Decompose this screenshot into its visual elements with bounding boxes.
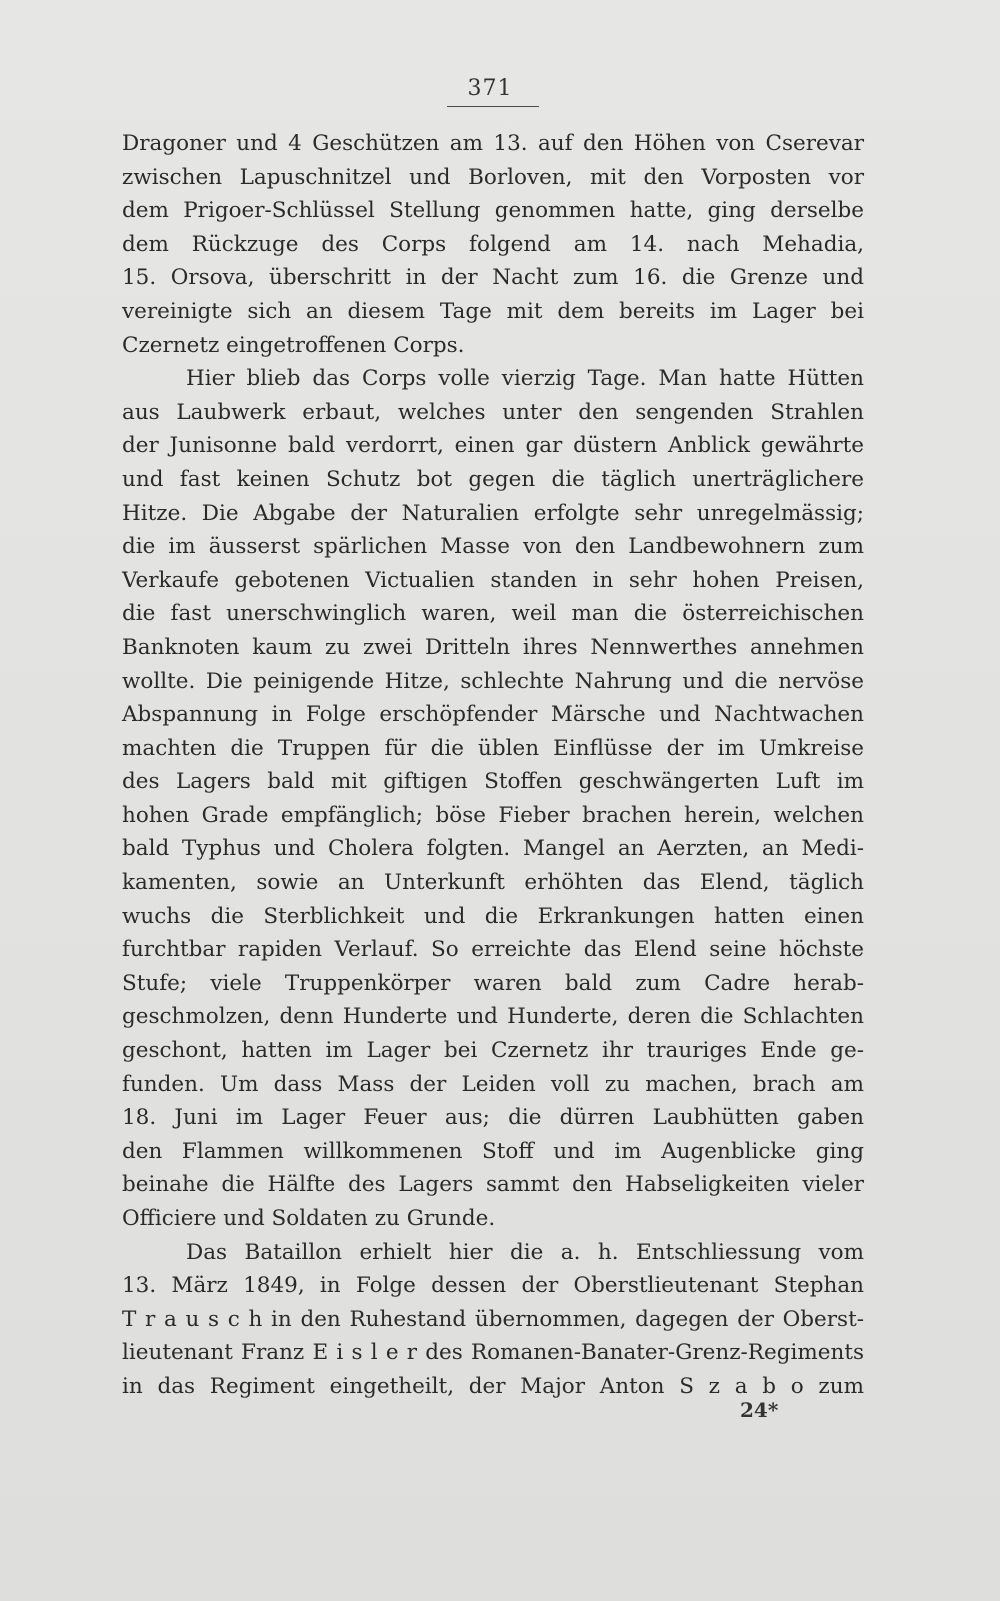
text-line: Banknoten kaum zu zwei Dritteln ihres Nennwerthes annehmen xyxy=(122,634,864,660)
text-line: geschmolzen, denn Hunderte und Hunderte, deren die Schlachten xyxy=(122,1004,864,1030)
text-line: 13. März 1849, in Folge dessen der Oberstlieutenant Stephan xyxy=(122,1273,864,1299)
text-line: kamenten, sowie an Unterkunft erhöhten das Elend, täglich xyxy=(122,870,864,896)
text-line: machten die Truppen für die üblen Einflüsse der im Umkreise xyxy=(122,735,864,761)
text-line: Abspannung in Folge erschöpfender Märsche und Nachtwachen xyxy=(122,702,864,728)
text-line: beinahe die Hälfte des Lagers sammt den Habseligkeiten vieler xyxy=(122,1172,864,1198)
text-line: Stufe; viele Truppenkörper waren bald zum Cadre herab- xyxy=(122,970,864,996)
text-line: T r a u s c h in den Ruhestand übernommen, dagegen der Oberst- xyxy=(122,1306,864,1332)
text-line: vereinigte sich an diesem Tage mit dem bereits im Lager bei xyxy=(122,298,864,324)
text-line: dem Prigoer-Schlüssel Stellung genommen hatte, ging derselbe xyxy=(122,198,864,224)
text-line: Dragoner und 4 Geschützen am 13. auf den Höhen von Cserevar xyxy=(122,131,864,156)
text-line: lieutenant Franz E i s l e r des Romanen-Banater-Grenz-Regiments xyxy=(122,1340,864,1366)
signature-mark: 24* xyxy=(740,1398,779,1422)
text-line: Verkaufe gebotenen Victualien standen in sehr hohen Preisen, xyxy=(122,567,864,593)
text-line: Czernetz eingetroffenen Corps. xyxy=(122,332,465,358)
text-line: und fast keinen Schutz bot gegen die täglich unerträglichere xyxy=(122,466,864,492)
text-line: aus Laubwerk erbaut, welches unter den sengenden Strahlen xyxy=(122,399,864,425)
header-rule xyxy=(447,106,539,107)
text-line: Officiere und Soldaten zu Grunde. xyxy=(122,1206,496,1231)
text-line: 15. Orsova, überschritt in der Nacht zum 16. die Grenze und xyxy=(122,265,864,291)
text-line: bald Typhus und Cholera folgten. Mangel an Aerzten, an Medi- xyxy=(122,836,864,862)
text-line: die im äusserst spärlichen Masse von den Landbewohnern zum xyxy=(122,534,864,560)
text-line: funden. Um dass Mass der Leiden voll zu machen, brach am xyxy=(122,1071,864,1097)
text-line: dem Rückzuge des Corps folgend am 14. nach Mehadia, xyxy=(122,231,864,257)
body-text xyxy=(122,127,864,1404)
page-number: 371 xyxy=(467,76,513,101)
text-line: der Junisonne bald verdorrt, einen gar düstern Anblick gewährte xyxy=(122,433,864,459)
text-line: furchtbar rapiden Verlauf. So erreichte das Elend seine höchste xyxy=(122,937,864,963)
text-line: den Flammen willkommenen Stoff und im Augenblicke ging xyxy=(122,1138,864,1164)
text-line: hohen Grade empfänglich; böse Fieber brachen herein, welchen xyxy=(122,802,864,828)
text-line: Hitze. Die Abgabe der Naturalien erfolgte sehr unregelmässig; xyxy=(122,500,864,526)
text-line: geschont, hatten im Lager bei Czernetz ihr trauriges Ende ge- xyxy=(122,1038,864,1064)
text-line: 18. Juni im Lager Feuer aus; die dürren Laubhütten gaben xyxy=(122,1105,864,1131)
text-line: Hier blieb das Corps volle vierzig Tage. Man hatte Hütten xyxy=(186,366,864,392)
text-line: wollte. Die peinigende Hitze, schlechte Nahrung und die nervöse xyxy=(122,668,864,694)
text-line: des Lagers bald mit giftigen Stoffen geschwängerten Luft im xyxy=(122,769,864,795)
text-line: in das Regiment eingetheilt, der Major Anton S z a b o zum xyxy=(122,1373,864,1399)
text-line: Das Bataillon erhielt hier die a. h. Entschliessung vom xyxy=(186,1239,864,1265)
text-line: zwischen Lapuschnitzel und Borloven, mit den Vorposten vor xyxy=(122,164,864,190)
text-line: die fast unerschwinglich waren, weil man die österreichischen xyxy=(122,601,864,627)
text-line: wuchs die Sterblichkeit und die Erkrankungen hatten einen xyxy=(122,903,864,929)
